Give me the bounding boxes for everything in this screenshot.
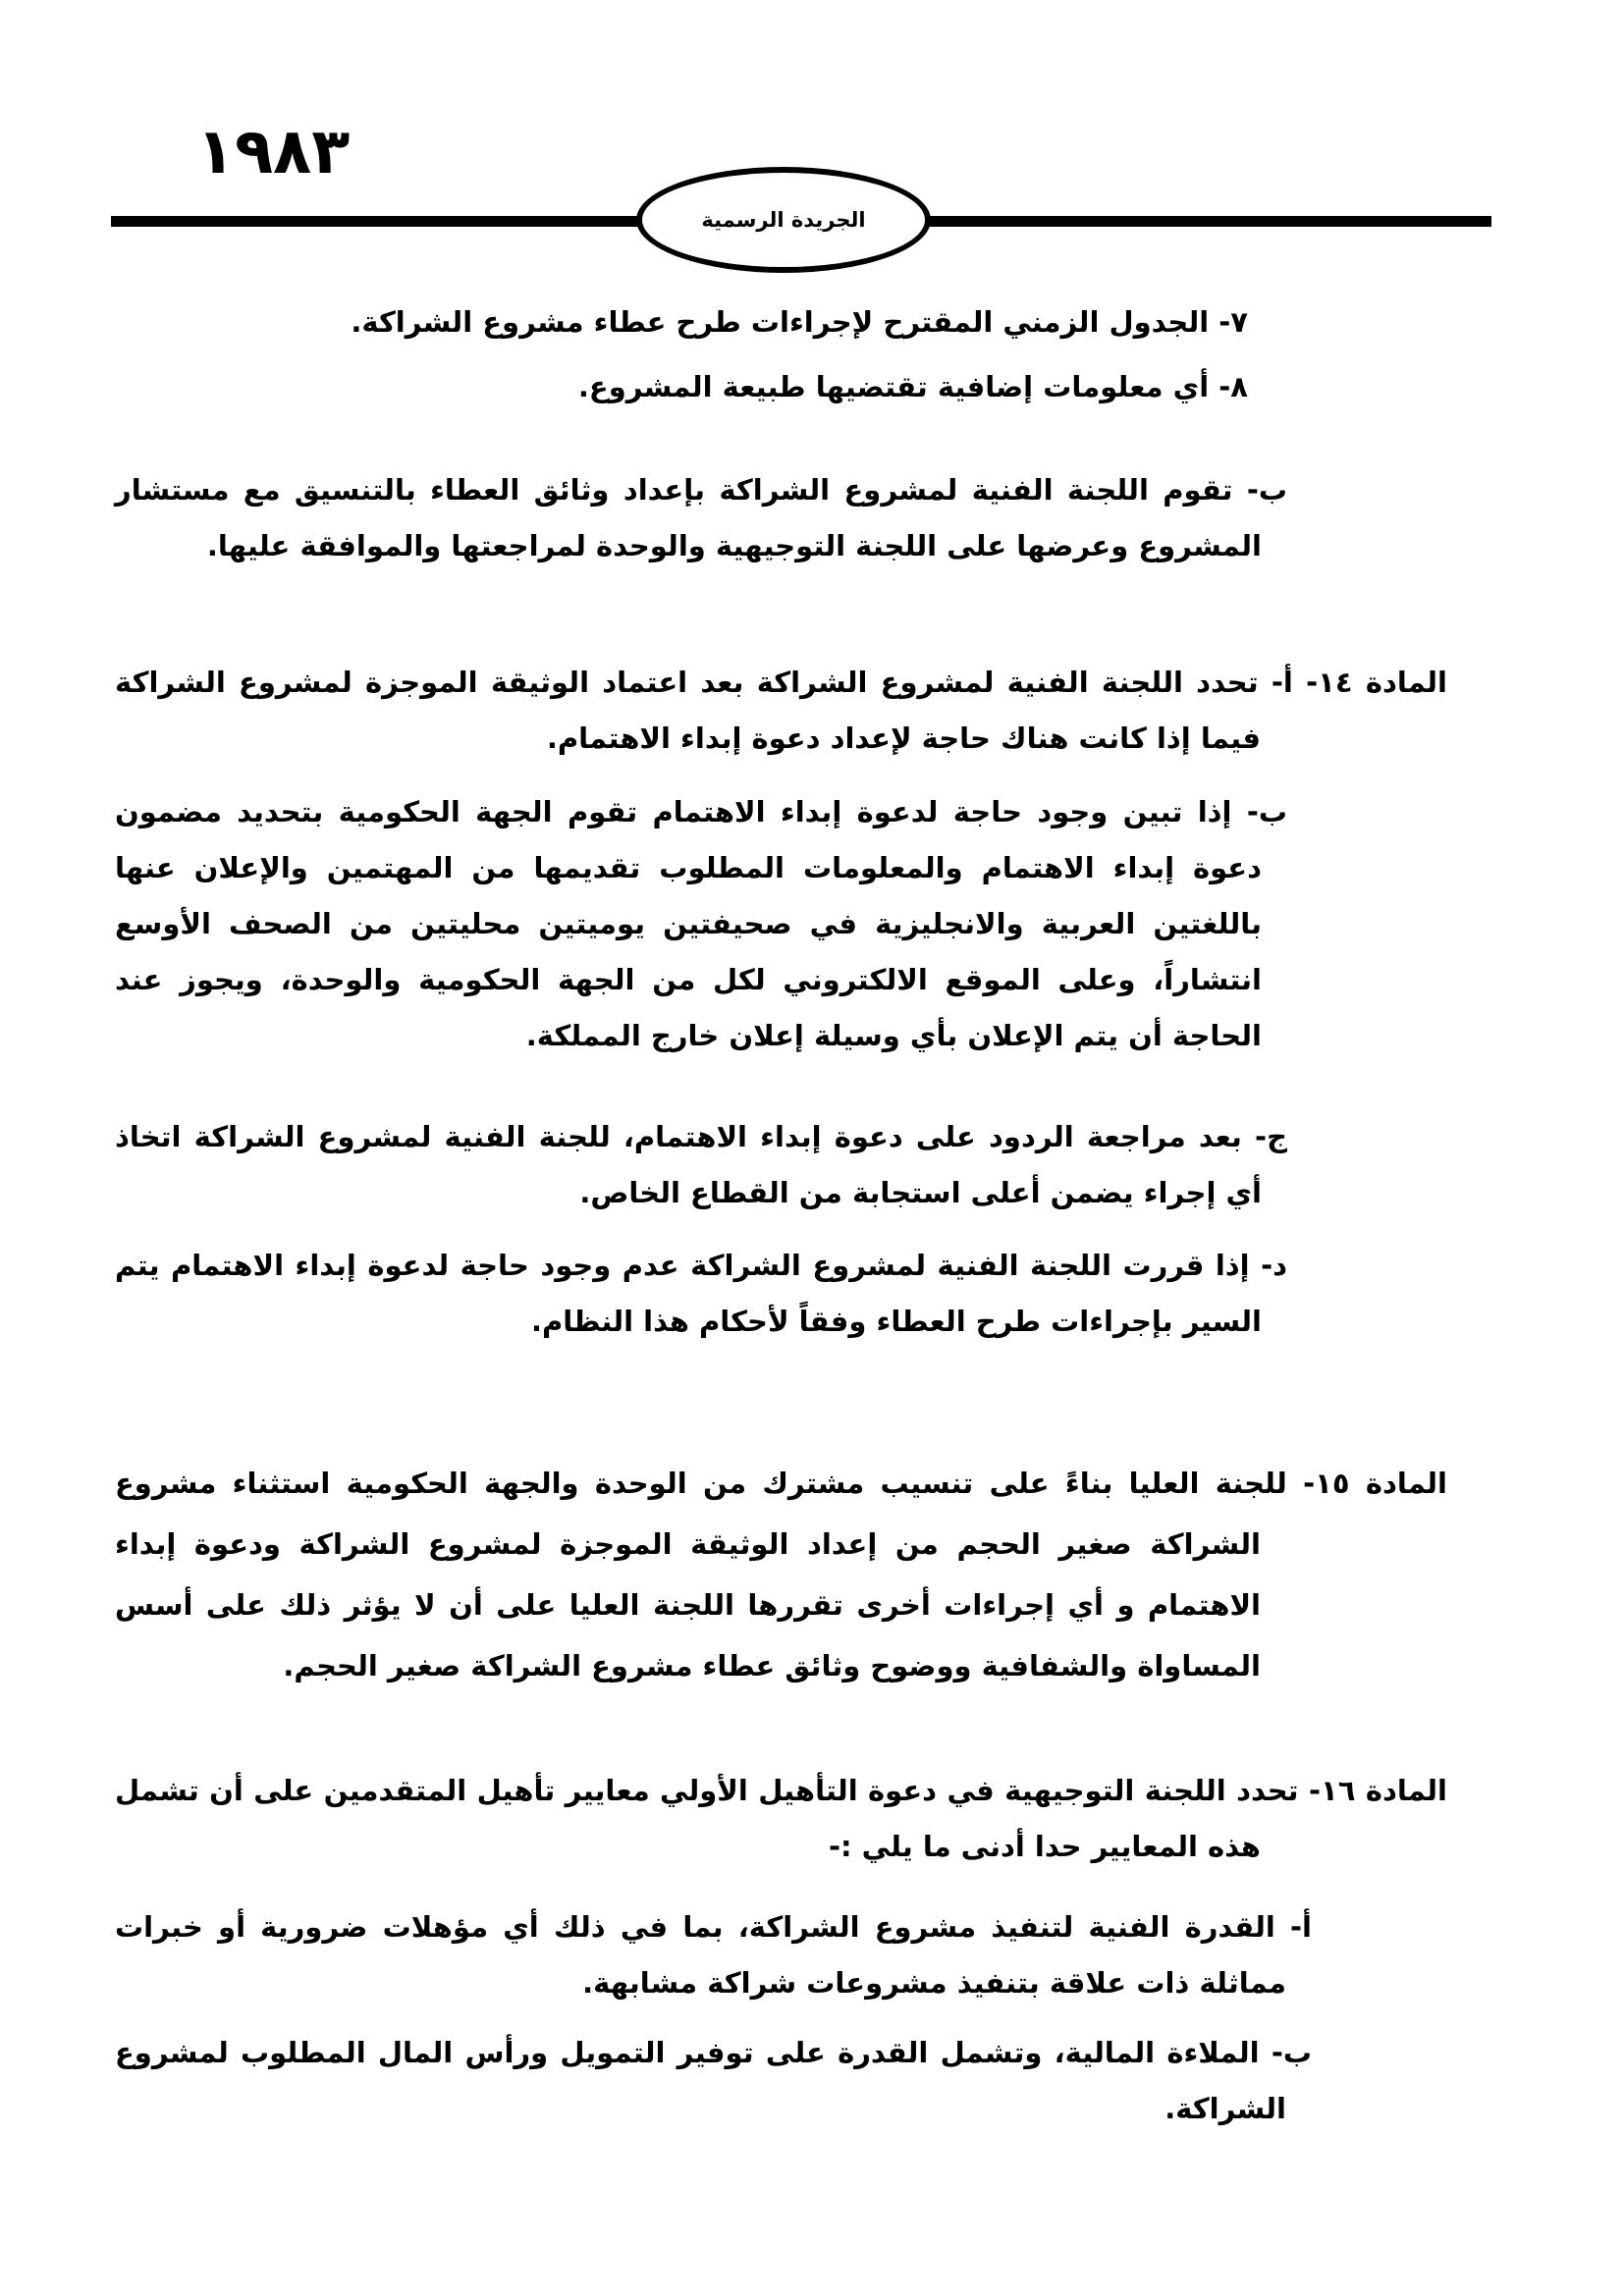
page-number: ١٩٨٣ <box>196 116 351 188</box>
article-16-b: ب- الملاءة المالية، وتشمل القدرة على توفير التمويل ورأس المال المطلوب لمشروع الشراكة. <box>115 2036 1312 2125</box>
list-item-8: ٨- أي معلومات إضافية تقتضيها طبيعة المشروع. <box>577 370 1248 403</box>
article-14-d: د- إذا قررت اللجنة الفنية لمشروع الشراكة عدم وجود حاجة لدعوة إبداء الاهتمام يتم السير بإجراءات طرح العطاء وفقاً لأحكام هذا النظام. <box>115 1249 1287 1338</box>
list-item-7: ٧- الجدول الزمني المقترح لإجراءات طرح عطاء مشروع الشراكة. <box>351 305 1248 339</box>
article-16-a: أ- القدرة الفنية لتنفيذ مشروع الشراكة، بما في ذلك أي مؤهلات ضرورية أو خبرات مماثلة ذات علاقة بتنفيذ مشروعات شراكة مشابهة. <box>115 1910 1312 2000</box>
article-15: المادة ١٥- للجنة العليا بناءً على تنسيب مشترك من الوحدة والجهة الحكومية استثناء مشروع الشراكة صغير الحجم من إعداد الوثيقة الموجزة لمشروع الشراكة ودعوة إبداء الاهتمام و أي إجراءات أخرى تقررها اللجنة العليا على أن لا يؤثر ذلك على أسس المساواة والشفافية ووضوح وثائق عطاء مشروع الشراكة صغير الحجم. <box>115 1467 1447 1682</box>
gazette-title: الجريدة الرسمية <box>701 208 866 232</box>
article-14-a: المادة ١٤- أ- تحدد اللجنة الفنية لمشروع الشراكة بعد اعتماد الوثيقة الموجزة لمشروع الشراكة فيما إذا كانت هناك حاجة لإعداد دعوة إبداء الاهتمام. <box>115 666 1447 755</box>
gazette-emblem <box>636 167 931 273</box>
article-16: المادة ١٦- تحدد اللجنة التوجيهية في دعوة التأهيل الأولي معايير تأهيل المتقدمين على أن تشمل هذه المعايير حدا أدنى ما يلي :- <box>115 1774 1447 1863</box>
article-14-b: ب- إذا تبين وجود حاجة لدعوة إبداء الاهتمام تقوم الجهة الحكومية بتحديد مضمون دعوة إبداء الاهتمام والمعلومات المطلوب تقديمها من المهتمين والإعلان عنها باللغتين العربية والانجليزية في صحيفتين يوميتين محليتين من الصحف الأوسع انتشاراً، وعلى الموقع الالكتروني لكل من الجهة الحكومية والوحدة، ويجوز عند الحاجة أن يتم الإعلان بأي وسيلة إعلان خارج المملكة. <box>115 795 1287 1052</box>
paragraph-b-tender-documents: ب- تقوم اللجنة الفنية لمشروع الشراكة بإعداد وثائق العطاء بالتنسيق مع مستشار المشروع وعرضها على اللجنة التوجيهية والوحدة لمراجعتها والموافقة عليها. <box>115 473 1287 562</box>
article-14-c: ج- بعد مراجعة الردود على دعوة إبداء الاهتمام، للجنة الفنية لمشروع الشراكة اتخاذ أي إجراء يضمن أعلى استجابة من القطاع الخاص. <box>115 1120 1287 1209</box>
